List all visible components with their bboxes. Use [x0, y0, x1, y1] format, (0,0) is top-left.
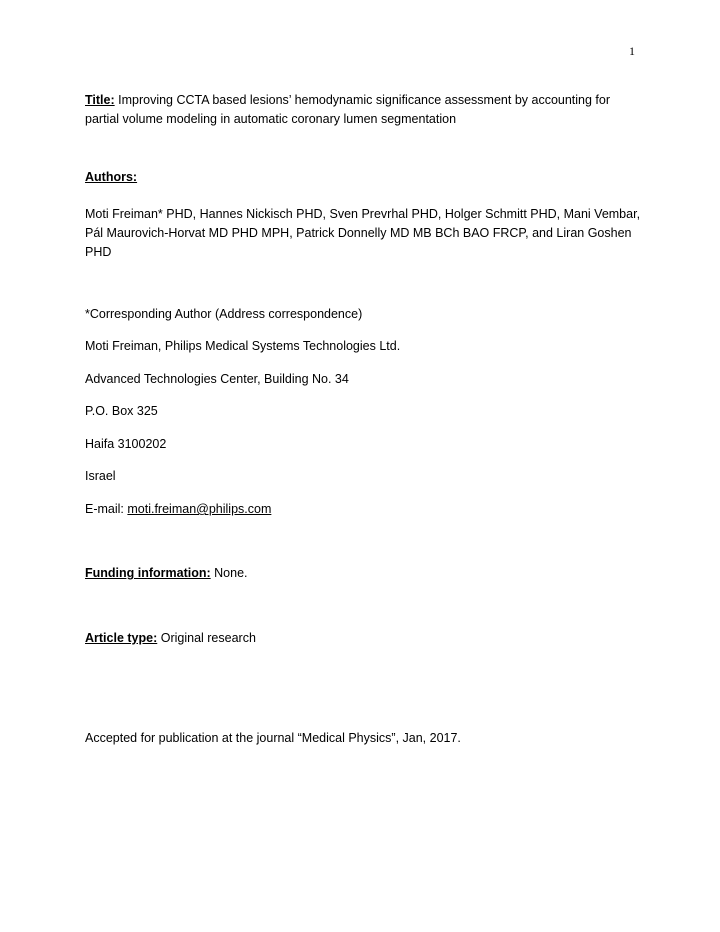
correspondence-city: Haifa 3100202 — [85, 437, 167, 451]
funding-value: None. — [210, 566, 248, 580]
article-type-line — [85, 629, 645, 648]
email-link[interactable]: moti.freiman@philips.com — [127, 502, 272, 516]
title-label: Title: — [85, 93, 115, 107]
title-block — [85, 91, 645, 129]
acceptance-note: Accepted for publication at the journal “Medical Physics”, Jan, 2017. — [85, 731, 461, 745]
correspondence-address: Advanced Technologies Center, Building No. 34 — [85, 372, 349, 386]
authors-heading — [85, 168, 645, 187]
authors-list: Moti Freiman* PHD, Hannes Nickisch PHD, Sven Prevrhal PHD, Holger Schmitt PHD, Mani Vembar, Pál Maurovich-Horvat MD PHD MPH, Patrick Donnelly MD MB BCh BAO FRCP, and Liran Goshen PHD — [85, 207, 641, 259]
article-type-value: Original research — [157, 631, 256, 645]
funding-line — [85, 564, 645, 583]
correspondence-country: Israel — [85, 469, 116, 483]
email-label: E-mail: — [85, 502, 128, 516]
correspondence-header: *Corresponding Author (Address correspondence) — [85, 307, 363, 321]
correspondence-email-line — [85, 500, 645, 519]
correspondence-name: Moti Freiman, Philips Medical Systems Technologies Ltd. — [85, 339, 401, 353]
correspondence-pobox: P.O. Box 325 — [85, 404, 158, 418]
article-type-label: Article type: — [85, 631, 158, 645]
title-text: Improving CCTA based lesions’ hemodynamic significance assessment by accounting for partial volume modeling in automatic coronary lumen segmentation — [85, 93, 611, 126]
funding-label: Funding information: — [85, 566, 211, 580]
page-number: 1 — [629, 44, 635, 58]
authors-label: Authors: — [85, 170, 138, 184]
